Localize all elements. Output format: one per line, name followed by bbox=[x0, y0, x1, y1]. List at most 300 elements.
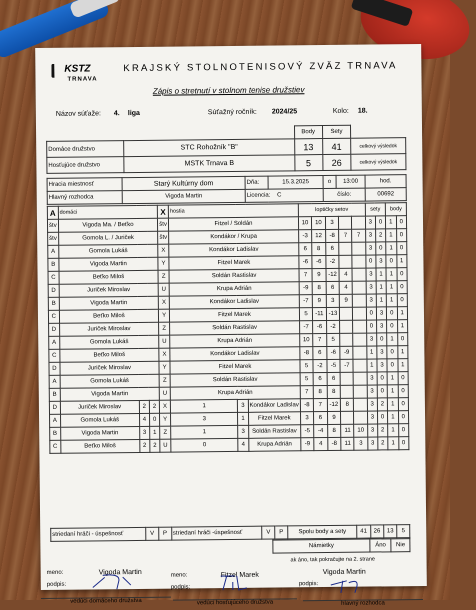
row-letter: A bbox=[49, 336, 60, 349]
row-letter: B bbox=[48, 258, 59, 271]
away-player: Fitzel Marek bbox=[169, 256, 299, 270]
home-team: STC Rohožník "B" bbox=[124, 139, 294, 157]
subs-home-v: V bbox=[146, 527, 159, 540]
set-score: -2 bbox=[326, 320, 340, 333]
sets-away: 3 bbox=[376, 320, 386, 333]
sets-away: 0 bbox=[377, 333, 387, 346]
notes-table bbox=[272, 538, 410, 553]
set-score bbox=[352, 216, 365, 229]
set-score: -7 bbox=[299, 321, 312, 334]
time-label: o bbox=[323, 175, 336, 188]
subs-away-p: P bbox=[275, 526, 288, 539]
sets-home: 3 bbox=[366, 268, 376, 281]
row-letter: B bbox=[48, 297, 59, 310]
away-player-losses: 3 bbox=[238, 425, 248, 438]
body-away: 1 bbox=[396, 255, 407, 268]
set-score: 8 bbox=[312, 282, 326, 295]
sets-away: 2 bbox=[377, 398, 387, 411]
away-player-wins: 0 bbox=[171, 438, 238, 452]
set-score: -2 bbox=[313, 360, 327, 373]
sets-away: 0 bbox=[377, 372, 387, 385]
sets-home: 3 bbox=[367, 385, 377, 398]
sets-away: 1 bbox=[376, 268, 386, 281]
home-leader-name: Vigoda Martin bbox=[98, 568, 142, 577]
subs-away-label: striedaní hráči -úspešnosť bbox=[171, 526, 262, 540]
notes-nie: Nie bbox=[391, 539, 410, 552]
sets-away: 3 bbox=[377, 359, 387, 372]
set-score: 6 bbox=[313, 373, 327, 386]
set-score bbox=[340, 372, 353, 385]
set-score bbox=[353, 333, 366, 346]
home-player: Vigoda Martin bbox=[60, 426, 139, 440]
referee-name: Vigoda Martin bbox=[322, 568, 366, 577]
set-score: 9 bbox=[312, 295, 326, 308]
set-score: -8 bbox=[325, 229, 339, 242]
set-score: 9 bbox=[312, 269, 326, 282]
row-letter: U bbox=[158, 283, 169, 296]
col-sets: loptičky setov bbox=[298, 203, 365, 217]
licence-label bbox=[245, 189, 323, 203]
logo-icon bbox=[51, 64, 65, 78]
set-score: -5 bbox=[301, 425, 314, 438]
away-player: Kondákor / Krupa bbox=[169, 230, 299, 244]
home-player: Gomola Lukáš bbox=[60, 374, 160, 388]
set-score: 6 bbox=[327, 372, 341, 385]
home-player: Gomola Lukáš bbox=[58, 244, 158, 258]
row-letter: Y bbox=[160, 413, 171, 426]
season: 2024/25 bbox=[271, 108, 298, 116]
set-score bbox=[340, 307, 353, 320]
notes-ano: Áno bbox=[370, 539, 391, 552]
set-score: 8 bbox=[327, 424, 341, 437]
sets-away: 3 bbox=[377, 346, 387, 359]
set-score: -4 bbox=[314, 424, 328, 437]
cislo-label: číslo: bbox=[323, 188, 365, 201]
body-home: 1 bbox=[388, 437, 399, 450]
row-letter: A bbox=[49, 375, 60, 388]
set-score: 7 bbox=[299, 269, 312, 282]
sets-away: 0 bbox=[376, 242, 386, 255]
row-letter: D bbox=[48, 284, 59, 297]
row-letter: Z bbox=[160, 426, 171, 439]
home-player: Beťko Miloš bbox=[60, 439, 139, 453]
body-home: 1 bbox=[386, 242, 397, 255]
set-score bbox=[354, 398, 367, 411]
body-away: 0 bbox=[396, 229, 407, 242]
away-player-losses: 1 bbox=[238, 412, 248, 425]
set-score: 6 bbox=[326, 281, 340, 294]
away-leader-name: Fitzel Marek bbox=[220, 571, 259, 580]
set-score: 4 bbox=[339, 268, 352, 281]
set-score: 3 bbox=[354, 437, 367, 450]
set-score: 10 bbox=[312, 217, 326, 230]
set-score bbox=[353, 346, 366, 359]
set-score: -12 bbox=[327, 398, 341, 411]
away-player: Fitzel Marek bbox=[248, 412, 301, 426]
sets-away: 2 bbox=[378, 437, 388, 450]
away-player: Soldán Rastislav bbox=[169, 269, 299, 283]
season-label: Súťažný ročník: bbox=[207, 108, 257, 117]
away-label: Hosťujúce družstvo bbox=[47, 157, 125, 174]
set-score: 9 bbox=[327, 411, 341, 424]
home-sety: 41 bbox=[322, 138, 350, 154]
sets-away: 0 bbox=[377, 385, 387, 398]
set-score: 6 bbox=[313, 347, 327, 360]
set-score bbox=[339, 216, 352, 229]
set-score bbox=[353, 281, 366, 294]
set-score: 11 bbox=[341, 424, 354, 437]
sets-home: 3 bbox=[367, 372, 377, 385]
set-score: -8 bbox=[300, 347, 313, 360]
row-letter: štv bbox=[158, 218, 169, 231]
logo-sub: TRNAVA bbox=[67, 76, 98, 83]
org-title: KRAJSKÝ STOLNOTENISOVÝ ZVÄZ TRNAVA bbox=[123, 60, 398, 75]
set-score: 7 bbox=[314, 398, 328, 411]
body-home: 1 bbox=[387, 372, 398, 385]
row-letter: U bbox=[159, 335, 170, 348]
set-score bbox=[352, 268, 365, 281]
sets-home: 0 bbox=[366, 255, 376, 268]
away-player: Kondákor Ladislav bbox=[248, 399, 301, 413]
home-player: Beťko Miloš bbox=[59, 270, 159, 284]
away-podpis-label: podpis: bbox=[170, 584, 191, 591]
round: 18. bbox=[357, 107, 368, 115]
set-score: 7 bbox=[313, 334, 327, 347]
set-score: -9 bbox=[299, 282, 312, 295]
home-body: 13 bbox=[294, 139, 322, 155]
total-sets-home: 41 bbox=[357, 525, 370, 538]
away-team: MSTK Trnava B bbox=[124, 155, 294, 173]
away-player: Kondákor Ladislav bbox=[170, 347, 300, 361]
sets-home: 3 bbox=[366, 333, 376, 346]
sets-home: 3 bbox=[367, 411, 377, 424]
set-score bbox=[354, 372, 367, 385]
body-away: 0 bbox=[396, 268, 407, 281]
home-player: Juriček Miroslav bbox=[60, 361, 160, 375]
away-meno-label: meno: bbox=[170, 572, 188, 579]
away-body: 5 bbox=[294, 155, 322, 171]
home-meno-label: meno: bbox=[46, 569, 64, 576]
row-letter: X bbox=[160, 400, 171, 413]
sets-home: 3 bbox=[366, 294, 376, 307]
total-body-away: 5 bbox=[397, 525, 410, 538]
away-player: Krupa Adrián bbox=[248, 438, 301, 452]
set-score bbox=[354, 385, 367, 398]
set-score: 3 bbox=[325, 216, 339, 229]
set-score bbox=[353, 294, 366, 307]
home-player: Gomola Lukáš bbox=[60, 413, 139, 427]
set-score: 10 bbox=[298, 217, 311, 230]
row-letter: X bbox=[158, 296, 169, 309]
body-away: 0 bbox=[396, 242, 407, 255]
subs-home-p: P bbox=[158, 527, 171, 540]
set-score: -6 bbox=[312, 256, 326, 269]
home-label: Domáce družstvo bbox=[47, 141, 125, 158]
home-player: Vigoda Martin bbox=[60, 387, 160, 401]
away-player: Krupa Adrián bbox=[170, 386, 300, 400]
row-letter: štv bbox=[47, 219, 58, 232]
set-score bbox=[353, 320, 366, 333]
set-score bbox=[353, 307, 366, 320]
set-score: -12 bbox=[326, 268, 340, 281]
competition-league: liga bbox=[127, 109, 140, 118]
away-player-wins: 3 bbox=[171, 412, 238, 426]
logo-name: KSTZ bbox=[64, 63, 91, 75]
row-letter: B bbox=[50, 427, 61, 440]
sets-away: 1 bbox=[376, 294, 386, 307]
total-sets-away: 26 bbox=[370, 525, 383, 538]
body-home: 0 bbox=[386, 255, 397, 268]
set-score: 4 bbox=[339, 281, 352, 294]
body-home: 1 bbox=[386, 229, 397, 242]
set-score: -11 bbox=[313, 308, 327, 321]
sets-away: 3 bbox=[376, 255, 386, 268]
home-player: Gomola Lukáš bbox=[59, 335, 159, 349]
row-letter: X bbox=[159, 348, 170, 361]
referee-label: Hlavný rozhodca bbox=[47, 191, 122, 205]
sets-away: 2 bbox=[375, 229, 385, 242]
set-score: 3 bbox=[300, 412, 313, 425]
row-letter: A bbox=[48, 245, 59, 258]
home-player: Beťko Miloš bbox=[60, 348, 160, 362]
body-header: Body bbox=[294, 126, 322, 139]
set-score: 12 bbox=[312, 230, 326, 243]
licence-label-text: Licencia: bbox=[246, 192, 271, 199]
set-score: 5 bbox=[300, 360, 313, 373]
body-home: 0 bbox=[387, 320, 398, 333]
set-score bbox=[340, 333, 353, 346]
away-role: vedúci hosťujúceho družstva bbox=[173, 598, 297, 606]
set-score: 11 bbox=[341, 437, 354, 450]
row-letter: C bbox=[50, 440, 61, 453]
away-player: Krupa Adrián bbox=[170, 334, 300, 348]
away-player: Soldán Rastislav bbox=[248, 425, 301, 439]
sets-home: 3 bbox=[365, 229, 375, 242]
row-letter: Z bbox=[158, 270, 169, 283]
home-signature bbox=[91, 568, 142, 592]
home-player: Juriček Miroslav bbox=[59, 283, 159, 297]
set-score: -5 bbox=[327, 359, 341, 372]
body-away: 1 bbox=[397, 346, 408, 359]
body-away: 0 bbox=[397, 333, 408, 346]
set-score: 6 bbox=[299, 243, 312, 256]
body-home: 1 bbox=[387, 385, 398, 398]
set-score: -3 bbox=[298, 230, 311, 243]
round-label: Kolo: bbox=[332, 107, 349, 115]
set-score: 8 bbox=[313, 385, 327, 398]
away-player: Kondákor Ladislav bbox=[169, 295, 299, 309]
body-away: 0 bbox=[396, 216, 407, 229]
away-sety: 26 bbox=[323, 154, 351, 170]
away-player: Fitzel Marek bbox=[170, 360, 300, 374]
col-sety: sety bbox=[365, 203, 386, 216]
sets-home: 3 bbox=[365, 216, 375, 229]
sets-away: 1 bbox=[376, 281, 386, 294]
set-score bbox=[340, 320, 353, 333]
sets-home: 1 bbox=[367, 359, 377, 372]
home-player-wins: 2 bbox=[139, 400, 149, 413]
away-player: Fitzel Marek bbox=[169, 308, 299, 322]
home-player-losses: 1 bbox=[150, 426, 160, 439]
row-letter: D bbox=[49, 323, 60, 336]
row-letter: Z bbox=[159, 374, 170, 387]
sety-header: Sety bbox=[322, 125, 350, 138]
row-letter: štv bbox=[158, 231, 169, 244]
kstz-logo bbox=[51, 57, 111, 90]
set-score bbox=[339, 255, 352, 268]
col-a: A bbox=[47, 206, 58, 219]
col-x: X bbox=[157, 205, 168, 218]
home-player: Vigoda Martin bbox=[59, 257, 159, 271]
singles-row bbox=[50, 437, 409, 454]
set-score: -9 bbox=[340, 346, 353, 359]
sets-home: 3 bbox=[365, 242, 375, 255]
away-player: Krupa Adrián bbox=[169, 282, 299, 296]
set-score: 5 bbox=[299, 308, 312, 321]
home-player: Vigoda Martin bbox=[59, 296, 159, 310]
body-away: 0 bbox=[398, 398, 409, 411]
venue-table bbox=[47, 174, 407, 205]
set-score: -9 bbox=[301, 438, 314, 451]
set-score: -7 bbox=[340, 359, 353, 372]
sets-away: 0 bbox=[377, 411, 387, 424]
set-score: -2 bbox=[326, 255, 340, 268]
body-home: 1 bbox=[386, 216, 397, 229]
away-player: Kondákor Ladislav bbox=[169, 243, 299, 257]
referee-signature bbox=[329, 575, 375, 595]
sets-away: 2 bbox=[378, 424, 388, 437]
set-score: 3 bbox=[326, 294, 340, 307]
body-home: 0 bbox=[387, 307, 398, 320]
notes-label: Námietky bbox=[273, 539, 370, 553]
set-score bbox=[353, 359, 366, 372]
set-score: -13 bbox=[326, 307, 340, 320]
row-letter: B bbox=[49, 388, 60, 401]
away-player-losses: 3 bbox=[238, 399, 248, 412]
set-score: 7 bbox=[352, 229, 365, 242]
away-player: Fitzel / Soldán bbox=[169, 217, 299, 231]
doc-title: Zápis o stretnutí v stolnom tenise družstiev bbox=[152, 85, 305, 96]
sets-home: 0 bbox=[366, 307, 376, 320]
set-score: -6 bbox=[313, 321, 327, 334]
body-away: 0 bbox=[397, 281, 408, 294]
set-score: 9 bbox=[340, 294, 353, 307]
home-player: Gomola L. / Juriček bbox=[58, 231, 158, 245]
row-letter: U bbox=[159, 387, 170, 400]
set-score: -6 bbox=[299, 256, 312, 269]
home-role: vedúci domáceho družstva bbox=[41, 597, 171, 605]
total-label: Spolu body a sety bbox=[288, 525, 358, 539]
subs-home-label: striedaní hráči - úspešnosť bbox=[51, 527, 146, 541]
date: 15.3.2025 bbox=[268, 176, 323, 190]
row-letter: U bbox=[160, 439, 171, 452]
date-label: Dňa: bbox=[245, 176, 268, 189]
body-away: 0 bbox=[398, 411, 409, 424]
home-player-wins: 2 bbox=[140, 439, 150, 452]
away-signature bbox=[217, 572, 257, 594]
venue-label: Hracia miestnosť bbox=[47, 178, 122, 192]
col-domaci: domáci bbox=[58, 205, 158, 219]
set-score: -6 bbox=[326, 346, 340, 359]
body-away: 1 bbox=[397, 320, 408, 333]
row-letter: C bbox=[49, 349, 60, 362]
referee: Vigoda Martin bbox=[122, 189, 245, 203]
body-home: 1 bbox=[386, 268, 397, 281]
body-home: 0 bbox=[387, 359, 398, 372]
col-hostia: hostia bbox=[168, 204, 298, 218]
home-player-wins: 3 bbox=[139, 426, 149, 439]
set-score bbox=[340, 385, 353, 398]
away-result-label: celkový výsledok bbox=[351, 154, 406, 171]
subs-away-v: V bbox=[262, 526, 275, 539]
body-away: 1 bbox=[397, 359, 408, 372]
competition-label: Názov súťaže: bbox=[55, 110, 101, 118]
home-player-losses: 0 bbox=[149, 413, 159, 426]
body-home: 1 bbox=[388, 411, 399, 424]
row-letter: A bbox=[50, 414, 61, 427]
competition-level: 4. bbox=[113, 110, 120, 118]
body-home: 1 bbox=[387, 398, 398, 411]
sets-home: 0 bbox=[366, 320, 376, 333]
body-home: 1 bbox=[387, 333, 398, 346]
referee-role: hlavný rozhodca bbox=[303, 599, 423, 607]
set-score: -7 bbox=[299, 295, 312, 308]
row-letter: Y bbox=[159, 361, 170, 374]
home-result-label: celkový výsledok bbox=[351, 138, 406, 155]
body-home: 1 bbox=[386, 294, 397, 307]
row-letter: Z bbox=[159, 322, 170, 335]
away-player-wins: 1 bbox=[170, 399, 237, 413]
sets-home: 3 bbox=[367, 398, 377, 411]
venue: Starý Kultúrny dom bbox=[122, 176, 245, 190]
home-player: Juriček Miroslav bbox=[60, 400, 139, 414]
set-score: 7 bbox=[300, 386, 313, 399]
set-score: 8 bbox=[327, 385, 341, 398]
time: 13:00 bbox=[336, 175, 365, 188]
set-score: 5 bbox=[326, 333, 340, 346]
home-player-losses: 2 bbox=[150, 439, 160, 452]
home-player: Beťko Miloš bbox=[59, 309, 159, 323]
ref-podpis-label: podpis: bbox=[298, 581, 319, 588]
away-player: Soldán Rastislav bbox=[170, 321, 300, 335]
set-score: 6 bbox=[325, 242, 339, 255]
row-letter: štv bbox=[48, 232, 59, 245]
continue-note: ak áno, tak pokračujte na 2. strane bbox=[290, 556, 375, 564]
body-away: 0 bbox=[398, 372, 409, 385]
licence-number: 00692 bbox=[365, 188, 406, 201]
row-letter: C bbox=[48, 271, 59, 284]
set-score: 10 bbox=[354, 424, 367, 437]
away-player: Soldán Rastislav bbox=[170, 373, 300, 387]
home-player-losses: 2 bbox=[149, 400, 159, 413]
row-letter: Y bbox=[158, 257, 169, 270]
away-player-wins: 1 bbox=[171, 425, 238, 439]
licence-class: C bbox=[277, 192, 282, 199]
body-home: 1 bbox=[388, 424, 399, 437]
total-body-home: 13 bbox=[384, 525, 397, 538]
row-letter: X bbox=[158, 244, 169, 257]
set-score: 8 bbox=[341, 398, 354, 411]
set-score: 7 bbox=[339, 229, 352, 242]
set-score: 6 bbox=[314, 411, 328, 424]
sets-away: 3 bbox=[376, 307, 386, 320]
body-away: 0 bbox=[397, 294, 408, 307]
match-sheet bbox=[35, 44, 427, 607]
hod-label: hod. bbox=[365, 175, 406, 188]
col-body: body bbox=[385, 203, 406, 216]
set-score: 10 bbox=[300, 334, 313, 347]
row-letter: C bbox=[48, 310, 59, 323]
